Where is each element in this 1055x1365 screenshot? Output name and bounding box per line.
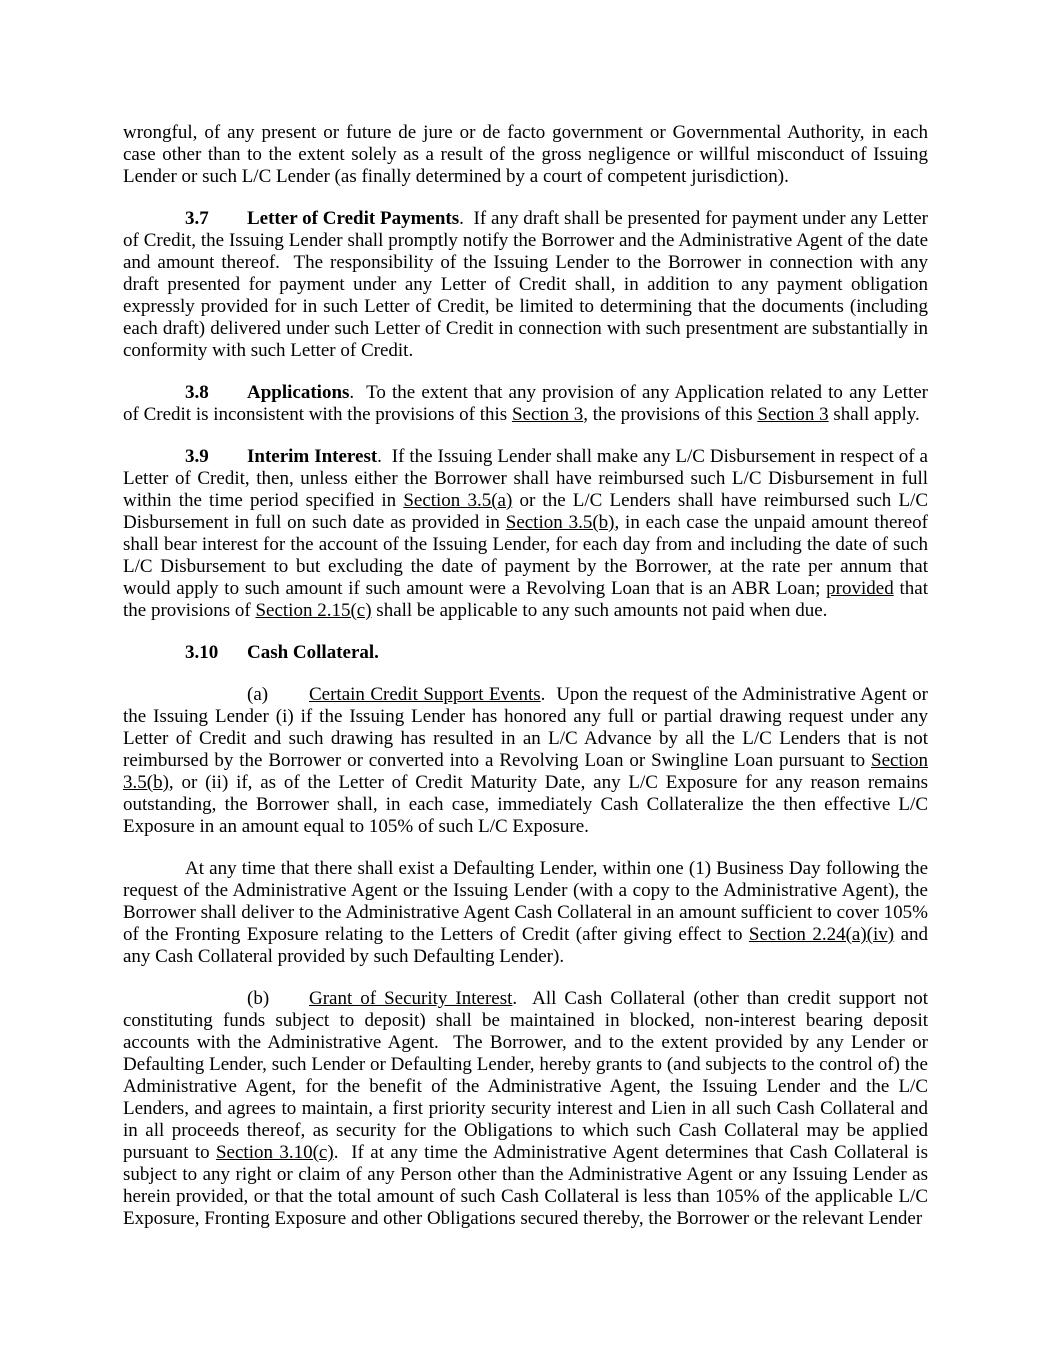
text-run: , or (ii) if, as of the Letter of Credit Maturity Date, any L/C Exposure for any reason remains outstanding, the Borrower shall, in each case, immediately Cash Collateralize the then effective L/C Exposure in an amount equal to 105% of such L/C Exposure. [123,772,928,837]
text-run: . If any draft shall be presented for payment under any Letter of Credit, the Issuing Lender shall promptly notify the Borrower and the Administrative Agent of the date and amount thereof. The responsibility of the Issuing Lender to the Borrower in connection with any draft presented for payment under any Letter of Credit shall, in addition to any payment obligation expressly provided for in such Letter of Credit, be limited to determining that the documents (including each draft) delivered under such Letter of Credit in connection with such presentment are substantially in conformity with such Letter of Credit. [123,208,928,361]
paragraph-heading: Interim Interest [247,446,378,467]
section-reference: Section 3.10(c) [215,1142,334,1163]
text-run: . Upon the request of the Administrative Agent or the Issuing Lender (i) if the Issuing Lender has honored any full or partial drawing request under any Letter of Credit and such drawing has resulted in an L/C Advance by all the L/C Lenders that is not reimbursed by the Borrower or converted into a Revolving Loan or Swingline Loan pursuant to [123,684,928,771]
section-reference: Section 3 [757,404,829,425]
text-run: or the L/C Lenders shall have reimbursed such L/C Disbursement in full on such date as provided in [123,490,929,533]
section-reference: Section 2.15(c) [255,600,372,621]
section-number: 3.7 [185,208,209,229]
text-run: wrongful, of any present or future de jure or de facto government or Governmental Authority, in each case other than to the extent solely as a result of the gross negligence or willful misconduct of Issuing Lender or such L/C Lender (as finally determined by a court of competent jurisdiction). [123,122,928,187]
text-run: shall apply. [828,404,920,425]
paragraph [123,446,928,622]
paragraph [123,382,928,426]
section-reference: Grant of Security Interest [309,988,513,1009]
clause-label: (a) [247,684,269,705]
text-run: , the provisions of this [583,404,758,425]
section-reference: Section 2.24(a)(iv) [748,924,895,945]
paragraph [123,122,928,188]
text-run: . If the Issuing Lender shall make any L/C Disbursement in respect of a Letter of Credit, then, unless either the Borrower shall have reimbursed such L/C Disbursement in full within the time period specified in [123,446,928,511]
section-number: 3.10 [185,642,219,663]
section-reference: provided [826,578,894,599]
section-reference: Section 3.5(b) [123,750,928,793]
paragraph-heading: Cash Collateral. [247,642,379,663]
section-reference: Section 3 [511,404,584,425]
text-run: . To the extent that any provision of any Application related to any Letter of Credit is inconsistent with the provisions of this [123,382,928,425]
paragraph [123,858,928,968]
clause-label: (b) [247,988,270,1009]
paragraph-heading: Applications [247,382,350,403]
section-reference: Certain Credit Support Events [309,684,541,705]
paragraph [123,684,928,838]
section-number: 3.9 [185,446,209,467]
section-reference: Section 3.5(a) [403,490,513,511]
text-run: . If at any time the Administrative Agent determines that Cash Collateral is subject to any right or claim of any Person other than the Administrative Agent or any Issuing Lender as herein provided, or that the total amount of such Cash Collateral is less than 105% of the applicable L/C Exposure, Fronting Exposure and other Obligations secured thereby, the Borrower or the relevant Lender [123,1142,928,1229]
paragraph [123,988,928,1230]
text-run: that the provisions of [123,578,929,621]
section-reference: Section 3.5(b) [505,512,615,533]
text-run: and any Cash Collateral provided by such Defaulting Lender). [123,924,929,967]
text-run: At any time that there shall exist a Defaulting Lender, within one (1) Business Day following the request of the Administrative Agent or the Issuing Lender (with a copy to the Administrative Agent), the Borrower shall deliver to the Administrative Agent Cash Collateral in an amount sufficient to cover 105% of the Fronting Exposure relating to the Letters of Credit (after giving effect to [123,858,928,945]
paragraph [123,208,928,362]
paragraph-heading: Letter of Credit Payments [247,208,460,229]
section-number: 3.8 [185,382,209,403]
text-run: shall be applicable to any such amounts not paid when due. [371,600,828,621]
paragraph [123,642,928,664]
text-run: , in each case the unpaid amount thereof shall bear interest for the account of the Issuing Lender, for each day from and including the date of such L/C Disbursement to but excluding the date of payment by the Borrower, at the rate per annum that would apply to such amount if such amount were a Revolving Loan that is an ABR Loan; [123,512,928,599]
text-run: . All Cash Collateral (other than credit support not constituting funds subject to deposit) shall be maintained in blocked, non-interest bearing deposit accounts with the Administrative Agent. The Borrower, and to the extent provided by any Lender or Defaulting Lender, such Lender or Defaulting Lender, hereby grants to (and subjects to the control of) the Administrative Agent, for the benefit of the Administrative Agent, the Issuing Lender and the L/C Lenders, and agrees to maintain, a first priority security interest and Lien in all such Cash Collateral and in all proceeds thereof, as security for the Obligations to which such Cash Collateral may be applied pursuant to [123,988,928,1163]
